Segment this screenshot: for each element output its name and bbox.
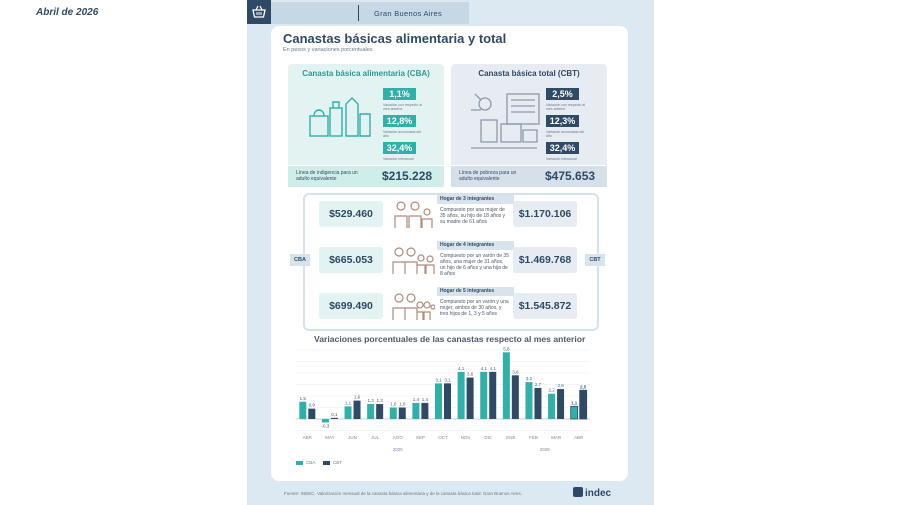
- data-label: 1,4: [412, 396, 420, 402]
- cbt-side-tag: CBT: [585, 254, 605, 266]
- bar-cbt: [444, 383, 451, 419]
- x-tick-label: OCT: [438, 435, 448, 440]
- x-tick-label: FEB: [529, 435, 538, 440]
- x-tick-label: ABR: [574, 435, 584, 440]
- data-label: 1,5: [299, 395, 306, 401]
- legend-cba: CBA: [296, 460, 315, 465]
- household-goods-icon: [467, 90, 543, 154]
- cbt-line-value: $475.653: [545, 169, 596, 183]
- bar-cbt: [512, 375, 519, 419]
- data-label: 4,1: [457, 365, 465, 371]
- bar-cba: [412, 403, 419, 419]
- bar-cba: [322, 419, 329, 422]
- cbt-yoy-stat: 32,4% Variación interanual: [546, 138, 590, 161]
- data-label: 3,2: [525, 376, 533, 382]
- x-tick-label: ENE: [506, 435, 516, 440]
- data-label: -0,3: [321, 423, 330, 429]
- bar-cba: [571, 406, 578, 419]
- data-label: 4,1: [489, 365, 496, 371]
- data-label: 1,1: [344, 400, 352, 406]
- cbt-line-label: Línea de pobreza para un adulto equivalente: [459, 170, 517, 182]
- bar-cbt: [376, 404, 383, 419]
- bar-cba: [367, 404, 374, 419]
- page-title: Canastas básicas alimentaria y total: [283, 31, 507, 46]
- data-label: 1,0: [399, 401, 406, 407]
- cba-line-label: Línea de indigencia para un adulto equivalente: [296, 170, 358, 182]
- x-tick-label: MAR: [551, 435, 562, 440]
- year-label: 2025: [392, 447, 403, 452]
- bar-cbt: [580, 390, 587, 419]
- header-divider: [358, 5, 359, 21]
- data-label: 4,1: [480, 365, 487, 371]
- family-icon: [391, 244, 435, 276]
- cba-monthly-stat: 1,1% Variación con respecto al mes anterior: [383, 89, 423, 111]
- cbt-monthly-stat: 2,5% Variación con respecto al mes anterior: [546, 89, 586, 111]
- page-subtitle: En pesos y variaciones porcentuales: [283, 47, 373, 53]
- bar-cba: [480, 372, 487, 419]
- data-label: 2,5: [580, 384, 587, 390]
- bar-cbt: [534, 388, 541, 419]
- bar-cba: [390, 408, 397, 420]
- bar-cba: [435, 383, 442, 419]
- date-label: Abril de 2026: [36, 7, 99, 18]
- data-label: 3,1: [435, 377, 442, 383]
- bar-cba: [458, 372, 465, 419]
- cbt-ytd-stat: 12,3% Variación acumulada del año: [546, 116, 585, 138]
- year-label: 2026: [539, 447, 550, 452]
- bar-cbt: [399, 408, 406, 420]
- data-label: 1,6: [353, 394, 361, 400]
- legend-cbt: CBT: [323, 460, 342, 465]
- data-label: 2,2: [548, 387, 555, 393]
- data-label: 1,0: [390, 401, 397, 407]
- cba-line-value: $215.228: [382, 169, 433, 183]
- cba-heading: Canasta básica alimentaria (CBA): [302, 69, 430, 78]
- family-icon: [391, 290, 435, 322]
- x-tick-label: JUL: [371, 435, 380, 440]
- data-label: 1,3: [367, 398, 374, 404]
- data-label: 2,7: [534, 381, 542, 387]
- cba-footer: [288, 165, 444, 187]
- groceries-icon: [306, 94, 374, 140]
- bar-cbt: [467, 378, 474, 419]
- x-tick-label: JUN: [348, 435, 357, 440]
- x-tick-label: NOV: [460, 435, 471, 440]
- bar-cbt: [354, 401, 361, 419]
- data-label: 5,8: [503, 346, 510, 352]
- data-label: 3,6: [466, 371, 474, 377]
- bar-cbt: [489, 372, 496, 419]
- data-label: 3,1: [444, 377, 451, 383]
- bar-cbt: [308, 409, 315, 419]
- cba-ytd-stat: 12,8% Variación acumulada del año: [383, 116, 422, 138]
- x-tick-label: MAY: [325, 435, 335, 440]
- data-label: 1,1: [571, 400, 578, 406]
- data-label: 3,8: [512, 369, 519, 375]
- household-row-4: $665.053 Hogar de 4 integrantes Compuesto por un varón de 35 años, una mujer de 31 años, un hijo de 6 años y una hija de 8 años $1.469.768: [315, 241, 579, 279]
- bar-cba: [345, 406, 352, 419]
- bar-cba: [525, 382, 532, 419]
- x-tick-label: ABR: [302, 435, 312, 440]
- bar-cba: [299, 402, 306, 419]
- family-icon: [391, 198, 435, 230]
- cba-side-tag: CBA: [290, 254, 310, 266]
- data-label: 0,9: [308, 402, 315, 408]
- cba-panel: [288, 64, 444, 186]
- household-row-5: $699.490 Hogar de 5 integrantes Compuesto por un varón y una mujer, ambos de 30 años, y tres hijos de 1, 3 y 5 años $1.545.872: [315, 287, 579, 325]
- cbt-heading: Canasta básica total (CBT): [478, 69, 580, 78]
- chart-title: Variaciones porcentuales de las canastas respecto al mes anterior: [314, 334, 586, 344]
- variation-chart: [272, 345, 602, 457]
- data-label: 1,4: [421, 396, 429, 402]
- bar-cbt: [331, 418, 338, 419]
- x-tick-label: AGO: [392, 435, 403, 440]
- indec-logo: indec: [573, 487, 611, 499]
- bar-cba: [503, 352, 510, 419]
- source-note: Fuente: INDEC. Valorización mensual de la canasta básica alimentaria y de la canasta básica total. Gran Buenos Aires.: [284, 491, 523, 496]
- basket-icon: [247, 0, 271, 24]
- cbt-footer: [451, 165, 607, 187]
- region-label: Gran Buenos Aires: [374, 9, 443, 18]
- data-label: 0,1: [331, 411, 338, 417]
- bar-cbt: [557, 389, 564, 419]
- bar-cbt: [421, 403, 428, 419]
- data-label: 2,6: [557, 383, 564, 389]
- cbt-panel: [451, 64, 607, 186]
- bar-cba: [548, 394, 555, 419]
- x-tick-label: DIC: [484, 435, 493, 440]
- indec-logo-icon: [573, 487, 583, 497]
- household-row-3: $529.460 Hogar de 3 integrantes Compuesto por una mujer de 35 años, su hijo de 18 años y su madre de 61 años $1.170.106: [315, 195, 579, 233]
- cba-yoy-stat: 32,4% Variación interanual: [383, 138, 427, 161]
- x-tick-label: SEP: [415, 435, 425, 440]
- data-label: 1,3: [376, 398, 383, 404]
